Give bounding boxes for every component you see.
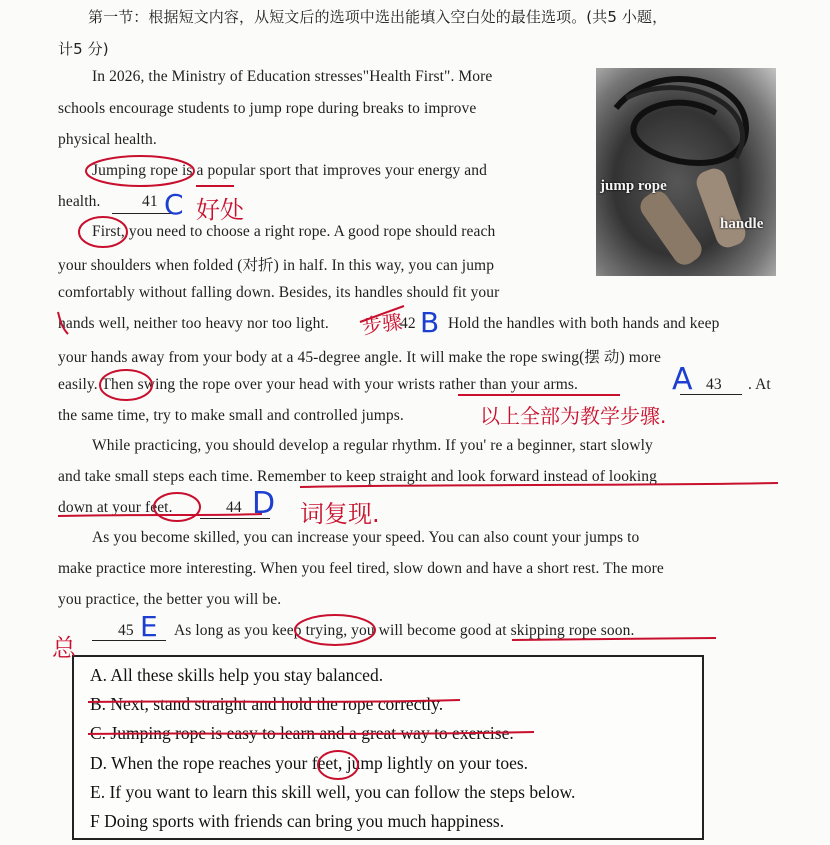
option-a: A. All these skills help you stay balanced. (90, 665, 384, 685)
handwritten-note-43: 以上全部为教学步骤. (480, 404, 667, 428)
passage-line: hands well, neither too heavy nor too light. (58, 315, 329, 332)
passage-line: the same time, try to make small and controlled jumps. (58, 407, 404, 424)
passage-line: . At (748, 376, 771, 393)
photo-label-handle: handle (720, 216, 764, 232)
option-e: E. If you want to learn this skill well, you can follow the steps below. (90, 782, 576, 802)
passage-line: First, you need to choose a right rope. A good rope should reach (92, 223, 496, 240)
section-instruction-score: 计5 分) (58, 40, 109, 58)
handwritten-answer-44: D (252, 486, 276, 521)
passage-line: your hands away from your body at a 45-degree angle. It will make the rope swing(摆 动) more (58, 349, 661, 366)
passage-line: schools encourage students to jump rope during breaks to improve (58, 100, 477, 117)
passage-line: In 2026, the Ministry of Education stresses"Health First". More (92, 68, 493, 85)
passage-line: and take small steps each time. Remember to keep straight and look forward instead of looking (58, 468, 657, 485)
passage-line: comfortably without falling down. Besides, its handles should fit your (58, 284, 500, 301)
handwritten-note-45: 总 (52, 634, 76, 662)
handwritten-answer-42: B (420, 306, 440, 339)
passage-line: down at your feet. (58, 499, 173, 516)
handwritten-note-44: 词复现. (300, 500, 380, 528)
photo-label-jump-rope: jump rope (600, 178, 667, 194)
blank-41-line (112, 213, 172, 214)
jump-rope-photo (596, 68, 776, 276)
passage-line: make practice more interesting. When you feel tired, slow down and have a short rest. The more (58, 560, 664, 577)
blank-43: 43 (706, 376, 722, 393)
option-d: D. When the rope reaches your feet, jump lightly on your toes. (90, 753, 529, 773)
passage-line: Hold the handles with both hands and keep (448, 315, 720, 332)
handwritten-answer-45: E (140, 610, 158, 643)
handwritten-note-42: 步骤 (360, 309, 404, 339)
option-f: F Doing sports with friends can bring you much happiness. (90, 811, 505, 831)
passage-line: you practice, the better you will be. (58, 591, 282, 608)
option-b: B. Next, stand straight and hold the rope correctly. (90, 694, 444, 714)
handwritten-answer-43: A (672, 362, 693, 397)
passage-line: your shoulders when folded (对折) in half. In this way, you can jump (58, 257, 495, 274)
passage-line: physical health. (58, 131, 157, 148)
blank-45: 45 (118, 622, 134, 639)
passage-line: Jumping rope is a popular sport that improves your energy and (92, 162, 487, 179)
handwritten-note-41: 好处 (196, 196, 244, 224)
section-instruction: 第一节：根据短文内容，从短文后的选项中选出能填入空白处的最佳选项。(共5 小题， (88, 8, 668, 26)
passage-line: easily. Then swing the rope over your head with your wrists rather than your arms. (58, 376, 579, 393)
blank-44: 44 (226, 499, 242, 516)
option-c: C. Jumping rope is easy to learn and a great way to exercise. (90, 723, 514, 743)
blank-42: 42 (400, 315, 416, 332)
passage-line: As you become skilled, you can increase your speed. You can also count your jumps to (92, 529, 640, 546)
passage-line: While practicing, you should develop a regular rhythm. If you' re a beginner, start slowly (92, 437, 653, 454)
options-box (72, 655, 704, 840)
handwritten-answer-41: C (164, 188, 184, 221)
passage-line: As long as you keep trying, you will become good at skipping rope soon. (174, 622, 635, 639)
blank-41: 41 (142, 193, 158, 210)
passage-line: health. (58, 193, 101, 210)
